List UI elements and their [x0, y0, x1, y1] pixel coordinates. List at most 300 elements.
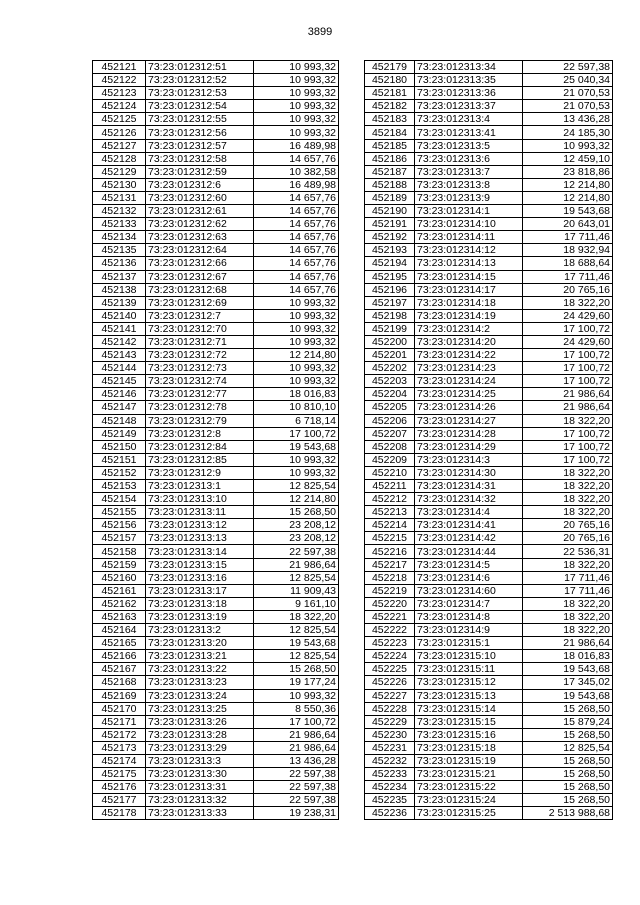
row-number: 452185	[365, 139, 415, 152]
row-number: 452221	[365, 610, 415, 623]
cadastral-number: 73:23:012314:60	[415, 584, 523, 597]
table-row	[365, 754, 613, 767]
cadastral-number: 73:23:012314:6	[415, 571, 523, 584]
table-row	[365, 741, 613, 754]
row-number: 452137	[93, 270, 146, 283]
row-number: 452231	[365, 741, 415, 754]
cadastral-number: 73:23:012314:23	[415, 362, 523, 375]
cadastral-number: 73:23:012312:85	[146, 453, 254, 466]
cadastral-value: 12 825,54	[254, 650, 339, 663]
table-row	[365, 257, 613, 270]
cadastral-number: 73:23:012314:10	[415, 218, 523, 231]
table-row	[93, 597, 339, 610]
cadastral-value: 10 993,32	[254, 466, 339, 479]
cadastral-number: 73:23:012314:17	[415, 283, 523, 296]
cadastral-value: 18 322,20	[523, 414, 613, 427]
row-number: 452172	[93, 728, 146, 741]
cadastral-value: 10 993,32	[254, 126, 339, 139]
cadastral-number: 73:23:012314:42	[415, 532, 523, 545]
cadastral-number: 73:23:012313:35	[415, 74, 523, 87]
row-number: 452127	[93, 139, 146, 152]
cadastral-value: 10 993,32	[254, 309, 339, 322]
row-number: 452142	[93, 335, 146, 348]
row-number: 452227	[365, 689, 415, 702]
row-number: 452222	[365, 624, 415, 637]
cadastral-value: 14 657,76	[254, 270, 339, 283]
cadastral-number: 73:23:012312:74	[146, 375, 254, 388]
row-number: 452150	[93, 440, 146, 453]
table-row	[93, 335, 339, 348]
table-row	[93, 218, 339, 231]
cadastral-number: 73:23:012313:9	[415, 191, 523, 204]
cadastral-number: 73:23:012313:34	[415, 61, 523, 74]
cadastral-number: 73:23:012314:20	[415, 335, 523, 348]
cadastral-value: 18 688,64	[523, 257, 613, 270]
table-row	[93, 100, 339, 113]
table-row	[365, 205, 613, 218]
row-number: 452148	[93, 414, 146, 427]
table-row	[93, 152, 339, 165]
row-number: 452133	[93, 218, 146, 231]
cadastral-value: 19 543,68	[523, 205, 613, 218]
cadastral-value: 17 100,72	[254, 715, 339, 728]
table-row	[365, 558, 613, 571]
table-row	[93, 375, 339, 388]
table-row	[365, 506, 613, 519]
cadastral-number: 73:23:012313:32	[146, 794, 254, 807]
cadastral-number: 73:23:012315:25	[415, 807, 523, 820]
cadastral-number: 73:23:012313:12	[146, 519, 254, 532]
table-row	[93, 545, 339, 558]
cadastral-value: 19 543,68	[523, 689, 613, 702]
cadastral-number: 73:23:012312:6	[146, 178, 254, 191]
cadastral-value: 6 718,14	[254, 414, 339, 427]
cadastral-number: 73:23:012315:13	[415, 689, 523, 702]
cadastral-number: 73:23:012312:62	[146, 218, 254, 231]
table-row	[93, 610, 339, 623]
cadastral-value: 22 597,38	[254, 794, 339, 807]
row-number: 452128	[93, 152, 146, 165]
cadastral-number: 73:23:012312:77	[146, 388, 254, 401]
row-number: 452203	[365, 375, 415, 388]
table-row	[93, 794, 339, 807]
table-row	[93, 87, 339, 100]
cadastral-number: 73:23:012312:67	[146, 270, 254, 283]
cadastral-number: 73:23:012314:41	[415, 519, 523, 532]
row-number: 452139	[93, 296, 146, 309]
table-row	[365, 322, 613, 335]
table-row	[93, 165, 339, 178]
cadastral-number: 73:23:012313:20	[146, 637, 254, 650]
cadastral-value: 23 818,86	[523, 165, 613, 178]
cadastral-value: 18 322,20	[523, 558, 613, 571]
cadastral-number: 73:23:012314:3	[415, 453, 523, 466]
cadastral-number: 73:23:012313:30	[146, 768, 254, 781]
cadastral-value: 15 268,50	[523, 768, 613, 781]
row-number: 452131	[93, 191, 146, 204]
cadastral-value: 20 765,16	[523, 519, 613, 532]
cadastral-value: 10 993,32	[254, 113, 339, 126]
row-number: 452236	[365, 807, 415, 820]
row-number: 452205	[365, 401, 415, 414]
cadastral-value: 18 322,20	[523, 466, 613, 479]
cadastral-value: 17 100,72	[523, 375, 613, 388]
cadastral-value: 18 322,20	[523, 493, 613, 506]
cadastral-number: 73:23:012314:27	[415, 414, 523, 427]
table-row	[93, 414, 339, 427]
cadastral-value: 15 268,50	[523, 702, 613, 715]
cadastral-number: 73:23:012312:84	[146, 440, 254, 453]
cadastral-value: 19 543,68	[254, 637, 339, 650]
cadastral-number: 73:23:012314:29	[415, 440, 523, 453]
table-row	[365, 781, 613, 794]
row-number: 452184	[365, 126, 415, 139]
page-number: 3899	[307, 26, 333, 38]
table-row	[365, 427, 613, 440]
table-row	[93, 663, 339, 676]
cadastral-number: 73:23:012315:14	[415, 702, 523, 715]
cadastral-value: 20 765,16	[523, 283, 613, 296]
table-row	[365, 362, 613, 375]
cadastral-number: 73:23:012312:66	[146, 257, 254, 270]
cadastral-value: 21 070,53	[523, 100, 613, 113]
cadastral-value: 12 459,10	[523, 152, 613, 165]
cadastral-value: 19 177,24	[254, 676, 339, 689]
table-row	[365, 610, 613, 623]
cadastral-number: 73:23:012315:10	[415, 650, 523, 663]
row-number: 452143	[93, 349, 146, 362]
cadastral-number: 73:23:012313:37	[415, 100, 523, 113]
cadastral-value: 18 932,94	[523, 244, 613, 257]
cadastral-value: 11 909,43	[254, 584, 339, 597]
table-row	[93, 349, 339, 362]
row-number: 452232	[365, 754, 415, 767]
cadastral-number: 73:23:012313:6	[415, 152, 523, 165]
cadastral-value: 21 070,53	[523, 87, 613, 100]
row-number: 452186	[365, 152, 415, 165]
table-row	[365, 702, 613, 715]
table-row	[365, 532, 613, 545]
table-row	[365, 191, 613, 204]
cadastral-number: 73:23:012313:33	[146, 807, 254, 820]
cadastral-value: 12 825,54	[254, 571, 339, 584]
table-row	[365, 466, 613, 479]
table-row	[93, 296, 339, 309]
row-number: 452154	[93, 493, 146, 506]
right-table-body	[365, 61, 613, 820]
table-row	[93, 388, 339, 401]
row-number: 452197	[365, 296, 415, 309]
row-number: 452202	[365, 362, 415, 375]
cadastral-number: 73:23:012312:61	[146, 205, 254, 218]
cadastral-value: 19 238,31	[254, 807, 339, 820]
table-row	[93, 401, 339, 414]
cadastral-number: 73:23:012314:28	[415, 427, 523, 440]
cadastral-number: 73:23:012314:31	[415, 480, 523, 493]
table-row	[93, 74, 339, 87]
table-row	[365, 453, 613, 466]
table-row	[93, 205, 339, 218]
row-number: 452176	[93, 781, 146, 794]
table-row	[93, 440, 339, 453]
cadastral-number: 73:23:012313:31	[146, 781, 254, 794]
row-number: 452129	[93, 165, 146, 178]
cadastral-number: 73:23:012313:29	[146, 741, 254, 754]
row-number: 452195	[365, 270, 415, 283]
row-number: 452211	[365, 480, 415, 493]
table-row	[93, 231, 339, 244]
table-row	[93, 807, 339, 820]
cadastral-number: 73:23:012313:2	[146, 624, 254, 637]
table-row	[365, 545, 613, 558]
right-parcel-table	[364, 60, 613, 820]
cadastral-value: 14 657,76	[254, 283, 339, 296]
cadastral-value: 17 100,72	[523, 322, 613, 335]
row-number: 452126	[93, 126, 146, 139]
cadastral-value: 14 657,76	[254, 257, 339, 270]
row-number: 452122	[93, 74, 146, 87]
table-row	[93, 126, 339, 139]
row-number: 452181	[365, 87, 415, 100]
cadastral-value: 10 993,32	[254, 453, 339, 466]
table-row	[93, 322, 339, 335]
cadastral-number: 73:23:012314:19	[415, 309, 523, 322]
cadastral-number: 73:23:012312:55	[146, 113, 254, 126]
row-number: 452179	[365, 61, 415, 74]
table-row	[365, 126, 613, 139]
cadastral-number: 73:23:012312:56	[146, 126, 254, 139]
cadastral-value: 10 993,32	[254, 375, 339, 388]
cadastral-value: 23 208,12	[254, 519, 339, 532]
row-number: 452152	[93, 466, 146, 479]
cadastral-value: 10 993,32	[254, 335, 339, 348]
row-number: 452212	[365, 493, 415, 506]
table-row	[93, 637, 339, 650]
cadastral-number: 73:23:012313:25	[146, 702, 254, 715]
cadastral-number: 73:23:012312:59	[146, 165, 254, 178]
cadastral-value: 21 986,64	[523, 401, 613, 414]
cadastral-value: 10 993,32	[254, 322, 339, 335]
cadastral-value: 17 100,72	[523, 427, 613, 440]
table-row	[365, 480, 613, 493]
row-number: 452163	[93, 610, 146, 623]
row-number: 452196	[365, 283, 415, 296]
cadastral-number: 73:23:012312:9	[146, 466, 254, 479]
row-number: 452168	[93, 676, 146, 689]
row-number: 452138	[93, 283, 146, 296]
cadastral-number: 73:23:012314:44	[415, 545, 523, 558]
row-number: 452213	[365, 506, 415, 519]
cadastral-value: 13 436,28	[254, 754, 339, 767]
row-number: 452192	[365, 231, 415, 244]
row-number: 452233	[365, 768, 415, 781]
table-row	[93, 309, 339, 322]
cadastral-value: 15 879,24	[523, 715, 613, 728]
row-number: 452188	[365, 178, 415, 191]
cadastral-number: 73:23:012315:1	[415, 637, 523, 650]
table-row	[93, 519, 339, 532]
row-number: 452166	[93, 650, 146, 663]
cadastral-number: 73:23:012315:15	[415, 715, 523, 728]
row-number: 452200	[365, 335, 415, 348]
cadastral-number: 73:23:012313:17	[146, 584, 254, 597]
cadastral-number: 73:23:012313:14	[146, 545, 254, 558]
row-number: 452204	[365, 388, 415, 401]
cadastral-number: 73:23:012312:71	[146, 335, 254, 348]
cadastral-value: 14 657,76	[254, 205, 339, 218]
cadastral-value: 21 986,64	[254, 558, 339, 571]
row-number: 452189	[365, 191, 415, 204]
cadastral-number: 73:23:012314:4	[415, 506, 523, 519]
cadastral-value: 10 382,58	[254, 165, 339, 178]
cadastral-value: 24 185,30	[523, 126, 613, 139]
table-row	[93, 244, 339, 257]
row-number: 452209	[365, 453, 415, 466]
cadastral-number: 73:23:012314:30	[415, 466, 523, 479]
cadastral-number: 73:23:012313:18	[146, 597, 254, 610]
cadastral-value: 22 597,38	[254, 781, 339, 794]
table-row	[365, 309, 613, 322]
table-row	[365, 152, 613, 165]
table-row	[365, 218, 613, 231]
cadastral-value: 22 536,31	[523, 545, 613, 558]
table-row	[365, 807, 613, 820]
cadastral-value: 18 016,83	[254, 388, 339, 401]
table-row	[365, 597, 613, 610]
cadastral-value: 24 429,60	[523, 335, 613, 348]
cadastral-value: 23 208,12	[254, 532, 339, 545]
cadastral-number: 73:23:012315:22	[415, 781, 523, 794]
cadastral-value: 17 100,72	[523, 349, 613, 362]
row-number: 452217	[365, 558, 415, 571]
cadastral-value: 17 711,46	[523, 231, 613, 244]
row-number: 452130	[93, 178, 146, 191]
cadastral-value: 13 436,28	[523, 113, 613, 126]
cadastral-value: 14 657,76	[254, 152, 339, 165]
cadastral-value: 17 100,72	[523, 362, 613, 375]
row-number: 452123	[93, 87, 146, 100]
left-parcel-table	[92, 60, 339, 820]
row-number: 452224	[365, 650, 415, 663]
row-number: 452234	[365, 781, 415, 794]
cadastral-number: 73:23:012312:69	[146, 296, 254, 309]
cadastral-number: 73:23:012313:4	[415, 113, 523, 126]
row-number: 452153	[93, 480, 146, 493]
table-row	[365, 663, 613, 676]
cadastral-value: 14 657,76	[254, 218, 339, 231]
cadastral-value: 22 597,38	[254, 768, 339, 781]
table-row	[365, 401, 613, 414]
table-row	[93, 532, 339, 545]
table-row	[93, 61, 339, 74]
cadastral-value: 17 711,46	[523, 270, 613, 283]
row-number: 452156	[93, 519, 146, 532]
row-number: 452135	[93, 244, 146, 257]
cadastral-value: 17 100,72	[254, 427, 339, 440]
table-row	[93, 741, 339, 754]
table-row	[365, 584, 613, 597]
cadastral-number: 73:23:012314:9	[415, 624, 523, 637]
cadastral-number: 73:23:012313:15	[146, 558, 254, 571]
row-number: 452182	[365, 100, 415, 113]
row-number: 452201	[365, 349, 415, 362]
cadastral-value: 15 268,50	[523, 781, 613, 794]
table-row	[365, 676, 613, 689]
table-row	[365, 74, 613, 87]
cadastral-number: 73:23:012312:53	[146, 87, 254, 100]
row-number: 452124	[93, 100, 146, 113]
cadastral-value: 22 597,38	[523, 61, 613, 74]
cadastral-value: 25 040,34	[523, 74, 613, 87]
cadastral-value: 20 643,01	[523, 218, 613, 231]
cadastral-number: 73:23:012314:5	[415, 558, 523, 571]
table-row	[365, 178, 613, 191]
table-row	[93, 715, 339, 728]
row-number: 452210	[365, 466, 415, 479]
cadastral-number: 73:23:012313:23	[146, 676, 254, 689]
cadastral-number: 73:23:012313:13	[146, 532, 254, 545]
cadastral-number: 73:23:012314:25	[415, 388, 523, 401]
table-row	[93, 493, 339, 506]
cadastral-number: 73:23:012314:22	[415, 349, 523, 362]
row-number: 452158	[93, 545, 146, 558]
cadastral-value: 21 986,64	[254, 741, 339, 754]
cadastral-value: 10 993,32	[254, 74, 339, 87]
cadastral-number: 73:23:012313:11	[146, 506, 254, 519]
table-row	[93, 624, 339, 637]
cadastral-number: 73:23:012314:24	[415, 375, 523, 388]
row-number: 452164	[93, 624, 146, 637]
cadastral-value: 12 825,54	[523, 741, 613, 754]
cadastral-number: 73:23:012315:24	[415, 794, 523, 807]
table-row	[365, 100, 613, 113]
row-number: 452173	[93, 741, 146, 754]
table-row	[365, 375, 613, 388]
cadastral-value: 12 214,80	[254, 349, 339, 362]
table-row	[365, 715, 613, 728]
cadastral-value: 18 322,20	[523, 506, 613, 519]
cadastral-value: 10 993,32	[254, 362, 339, 375]
row-number: 452132	[93, 205, 146, 218]
cadastral-number: 73:23:012313:24	[146, 689, 254, 702]
table-row	[93, 113, 339, 126]
table-row	[93, 571, 339, 584]
row-number: 452151	[93, 453, 146, 466]
table-row	[365, 493, 613, 506]
table-row	[365, 231, 613, 244]
cadastral-number: 73:23:012314:15	[415, 270, 523, 283]
table-row	[93, 689, 339, 702]
table-row	[93, 139, 339, 152]
cadastral-value: 16 489,98	[254, 178, 339, 191]
table-row	[93, 257, 339, 270]
cadastral-value: 18 322,20	[254, 610, 339, 623]
cadastral-value: 15 268,50	[254, 506, 339, 519]
cadastral-number: 73:23:012314:26	[415, 401, 523, 414]
row-number: 452216	[365, 545, 415, 558]
table-row	[93, 676, 339, 689]
row-number: 452121	[93, 61, 146, 74]
table-row	[365, 335, 613, 348]
cadastral-number: 73:23:012314:13	[415, 257, 523, 270]
cadastral-value: 10 993,32	[254, 87, 339, 100]
cadastral-value: 18 016,83	[523, 650, 613, 663]
table-row	[93, 558, 339, 571]
cadastral-value: 20 765,16	[523, 532, 613, 545]
row-number: 452215	[365, 532, 415, 545]
row-number: 452225	[365, 663, 415, 676]
cadastral-value: 14 657,76	[254, 244, 339, 257]
